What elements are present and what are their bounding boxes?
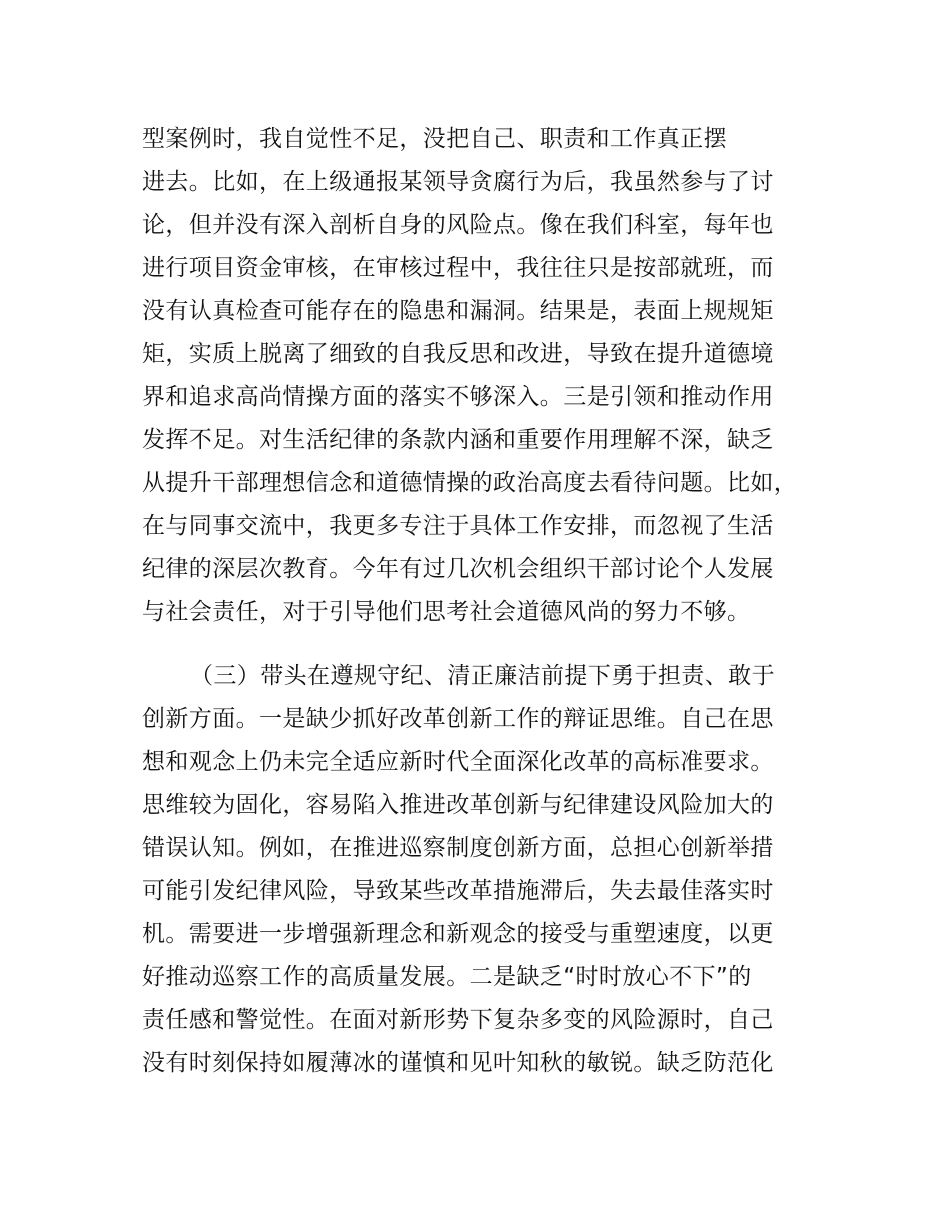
text-line: 从提升干部理想信念和道德情操的政治高度去看待问题。比如，	[142, 470, 798, 496]
text-line: 思维较为固化，容易陷入推进改革创新与纪律建设风险加大的	[142, 792, 774, 818]
section-heading-line: （三）带头在遵规守纪、清正廉洁前提下勇于担责、敢于	[190, 663, 775, 689]
text-line: 进行项目资金审核，在审核过程中，我往往只是按部就班，而	[142, 255, 774, 281]
text-line: 进去。比如，在上级通报某领导贪腐行为后，我虽然参与了讨	[142, 169, 774, 195]
text-line: 机。需要进一步增强新理念和新观念的接受与重塑速度，以更	[142, 921, 774, 947]
text-line: 矩，实质上脱离了细致的自我反思和改进，导致在提升道德境	[142, 341, 774, 367]
text-line: 型案例时，我自觉性不足，没把自己、职责和工作真正摆	[142, 126, 727, 152]
text-line: 错误认知。例如，在推进巡察制度创新方面，总担心创新举措	[142, 835, 774, 861]
text-line: 没有认真检查可能存在的隐患和漏洞。结果是，表面上规规矩	[142, 298, 774, 324]
text-line: 界和追求高尚情操方面的落实不够深入。三是引领和推动作用	[142, 384, 774, 410]
text-line: 发挥不足。对生活纪律的条款内涵和重要作用理解不深，缺乏	[142, 427, 774, 453]
paragraph-section-three	[142, 655, 832, 1085]
paragraph-continuation	[142, 118, 832, 634]
text-line: 在与同事交流中，我更多专注于具体工作安排，而忽视了生活	[142, 513, 774, 539]
text-line: 论，但并没有深入剖析自身的风险点。像在我们科室，每年也	[142, 212, 774, 238]
text-line: 责任感和警觉性。在面对新形势下复杂多变的风险源时，自己	[142, 1007, 774, 1033]
text-line: 好推动巡察工作的高质量发展。二是缺乏“时时放心不下”的	[142, 964, 752, 990]
text-line: 创新方面。一是缺少抓好改革创新工作的辩证思维。自己在思	[142, 706, 774, 732]
text-line: 没有时刻保持如履薄冰的谨慎和见叶知秋的敏锐。缺乏防范化	[142, 1050, 774, 1076]
text-line: 与社会责任，对于引导他们思考社会道德风尚的努力不够。	[142, 599, 751, 625]
text-line: 纪律的深层次教育。今年有过几次机会组织干部讨论个人发展	[142, 556, 774, 582]
text-line: 可能引发纪律风险，导致某些改革措施滞后，失去最佳落实时	[142, 878, 774, 904]
text-line: 想和观念上仍未完全适应新时代全面深化改革的高标准要求。	[142, 749, 774, 775]
